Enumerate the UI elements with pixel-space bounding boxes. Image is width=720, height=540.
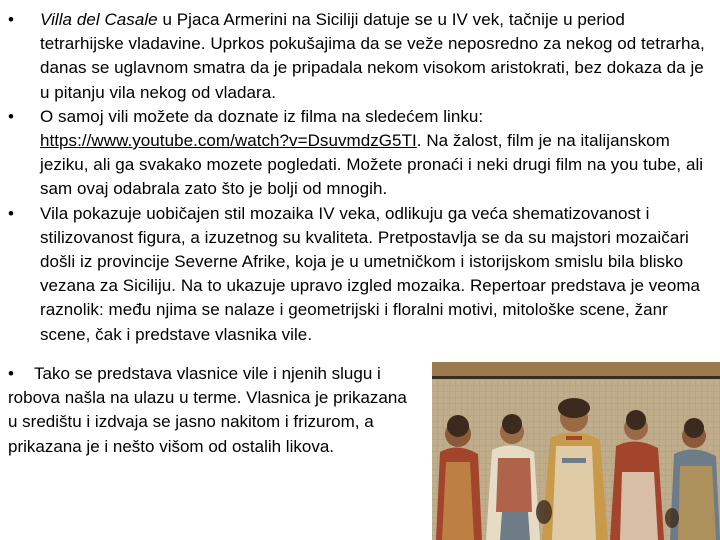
mosaic-illustration xyxy=(432,362,720,540)
bullet-list xyxy=(8,8,710,347)
mosaic-border xyxy=(432,362,720,376)
bullet-text: . Na žalost, film je na italijanskom jeziku, ali ga svakako mozete pogledati. Možete pronaći i neki drugi film na you tube, ali sam ovaj odabrala zato što je bolji od mnogih. xyxy=(40,131,704,199)
bullet-text: Tako se predstava vlasnice vile i njenih slugu i xyxy=(34,364,381,383)
bullet-line: u središtu i izdvaja se jasno nakitom i frizurom, a xyxy=(8,412,374,432)
mosaic-image xyxy=(432,362,720,540)
bullet-line: robova našla na ulazu u terme. Vlasnica je prikazana xyxy=(8,388,407,408)
bullet-item-3 xyxy=(8,202,710,347)
bullet-dot: • xyxy=(8,203,15,223)
bullet-line xyxy=(8,362,428,386)
youtube-link[interactable]: https://www.youtube.com/watch?v=DsuvmdzG5TI xyxy=(40,131,417,151)
bullet-line: prikazana je i nešto višom od ostalih likova. xyxy=(8,436,334,456)
bullet-text: Vila pokazuje uobičajen stil mozaika IV veka, odlikuju ga veća shematizovanost i stilizovanost figura, a izuzetnog su kvaliteta. Pretpostavlja se da su majstori mozaičari došli iz provincije Severne Afrike, koja je u umetničkom i istorijskom smislu bila blisko vezana za Siciliju. Na to ukazuje upravo izgled mozaika. Repertoar predstava je veoma raznolik: među njima se nalaze i geometrijski i floralni motivi, mitološke scene, žanr scene, čak i predstave vlasnika vile. xyxy=(40,203,701,344)
bullet-item-4 xyxy=(8,362,428,459)
mosaic-vessel xyxy=(665,508,679,528)
bullet-italic-lead: Villa del Casale xyxy=(40,10,158,29)
bullet-item-2 xyxy=(8,105,710,202)
bullet-dot: • xyxy=(8,364,14,383)
bullet-item-1 xyxy=(8,8,710,105)
bullet-text: u Pjaca Armerini na Siciliji datuje se u IV vek, tačnije u period tetrarhijske vladavine. Uprkos pokušajima da se veže neposredno za nekog od tetrarha, danas se uglavnom smatra da je pripadala nekom visokom aristokrati, bez dokaza da je u pitanju vila nekog od vladara. xyxy=(40,10,705,102)
bullet-text: O samoj vili možete da doznate iz filma na sledećem linku: xyxy=(40,106,484,126)
bullet-dot: • xyxy=(8,106,15,126)
mosaic-vessel xyxy=(536,500,552,524)
bullet-dot: • xyxy=(8,10,15,29)
mosaic-border-line xyxy=(432,376,720,379)
